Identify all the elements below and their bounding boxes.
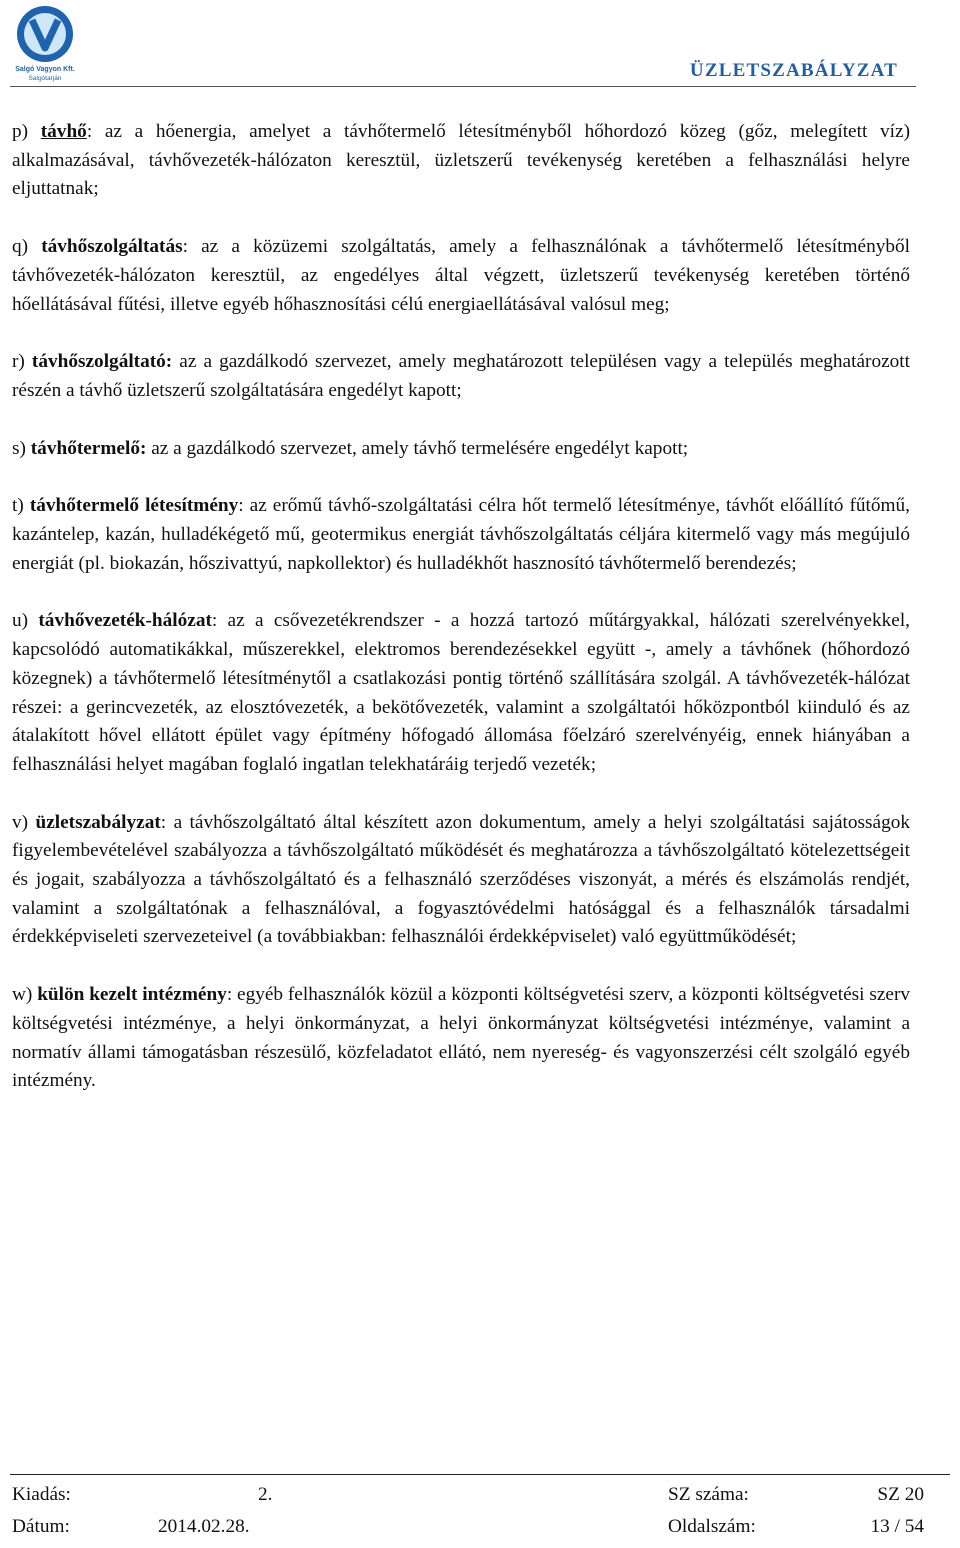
definition-letter: p)	[12, 121, 29, 142]
definition-text: : az a közüzemi szolgáltatás, amely a felhasználónak a távhőtermelő létesítményből távhővezeték-hálózaton keresztül, az engedélyes által végzett, üzletszerű tevékenység keretében történő hőellátásával fűtési, illetve egyéb hőhasznosítási célú energiaellátásával valósul meg;	[12, 236, 910, 315]
definition-v	[12, 809, 910, 953]
header-divider	[10, 86, 916, 87]
footer-row-date	[12, 1516, 932, 1548]
company-logo	[12, 4, 78, 82]
page-number-label: Oldalszám:	[668, 1516, 756, 1537]
page-footer	[12, 1484, 932, 1548]
definition-term: távhőszolgáltatás	[41, 236, 183, 258]
definition-u	[12, 607, 910, 779]
definition-term: távhő	[40, 121, 87, 142]
definition-letter: v)	[12, 811, 29, 833]
definition-letter: s)	[12, 437, 26, 459]
definition-letter: t)	[12, 495, 24, 517]
definition-p	[12, 118, 910, 204]
definition-text: : az a csővezetékrendszer - a hozzá tartozó műtárgyakkal, hálózati szerelvényekkel, kapcsolódó automatikákkal, műszerekkel, elektromos berendezésekkel együtt -, amely a távhőnek (hőhordozó közegnek) a távhőtermelő létesítménytől a csatlakozási pontig történő szállítására szolgál. A távhővezeték-hálózat részei: a gerincvezeték, az elosztóvezeték, a bekötővezeték, valamint a szolgáltatói hőközpontból kiinduló és az átalakított hővel ellátott épület vagy építmény hőfogadó állomása főelzáró szerelvényéig, ennek hiányában a felhasználási helyet magában foglaló ingatlan telekhatáráig terjedő vezeték;	[12, 610, 910, 775]
page-number-value: 13 / 54	[870, 1516, 924, 1537]
edition-value: 2.	[258, 1484, 273, 1505]
sz-number-label: SZ száma:	[668, 1484, 749, 1505]
footer-divider	[10, 1474, 950, 1475]
definition-s	[12, 435, 910, 464]
definition-term: távhővezeték-hálózat	[38, 610, 212, 632]
definition-term: külön kezelt intézmény	[37, 984, 227, 1006]
logo-text-1: Salgó Vagyon Kft.	[15, 66, 75, 73]
definitions-list	[12, 118, 910, 1125]
definition-term: távhőtermelő létesítmény	[29, 495, 239, 517]
definition-q	[12, 233, 910, 319]
definition-letter: w)	[12, 984, 33, 1006]
footer-row-edition	[12, 1484, 932, 1516]
document-title: ÜZLETSZABÁLYZAT	[689, 60, 898, 81]
definition-letter: q)	[12, 236, 29, 258]
logo-text-2: Salgótarján	[28, 75, 62, 82]
definition-text: : az a hőenergia, amelyet a távhőtermelő létesítményből hőhordozó közeg (gőz, melegített víz) alkalmazásával, távhővezeték-hálózaton keresztül, üzletszerű tevékenység keretében a felhasználási helyre eljuttatnak;	[12, 121, 910, 200]
definition-w	[12, 981, 910, 1096]
definition-text: : az erőmű távhő-szolgáltatási célra hőt termelő létesítménye, távhőt előállító fűtőmű, kazántelep, kazán, hulladékégető mű, geotermikus energiát távhőszolgáltatás céljára kitermelő vagy más megújuló energiát (pl. biokazán, hőszivattyú, napkollektor) és hulladékhőt hasznosító távhőtermelő berendezés;	[12, 495, 911, 574]
edition-label: Kiadás:	[12, 1484, 71, 1505]
definition-t	[12, 492, 910, 578]
definition-term: üzletszabályzat	[35, 811, 161, 833]
page-header	[0, 0, 960, 88]
date-value: 2014.02.28.	[158, 1516, 250, 1537]
definition-letter: r)	[12, 351, 25, 373]
definition-r	[12, 348, 910, 405]
definition-text: : egyéb felhasználók közül a központi költségvetési szerv, a központi költségvetési szerv költségvetési intézménye, a helyi önkormányzat, a helyi önkormányzat költségvetési intézménye, valamint a normatív állami támogatásban részesülő, közfeladatot ellátó, nem nyereség- és vagyonszerzési célt szolgáló egyéb intézmény.	[12, 984, 910, 1092]
sz-number-value: SZ 20	[877, 1484, 924, 1505]
definition-term: távhőszolgáltató:	[31, 351, 173, 373]
definition-text: : a távhőszolgáltató által készített azon dokumentum, amely a helyi szolgáltatási sajátosságok figyelembevételével szabályozza a távhőszolgáltató működését és meghatározza a távhőszolgáltató kötelezettségeit és jogait, szabályozza a távhőszolgáltató és a felhasználó szerződéses viszonyát, a mérés és elszámolás rendjét, valamint a szolgáltatónak a felhasználóval, a fogyasztóvédelmi hatósággal és a felhasználók társadalmi érdekképviseleti szervezeteivel (a továbbiakban: felhasználói érdekképviselet) való együttműködését;	[12, 811, 910, 948]
definition-text: az a gazdálkodó szervezet, amely meghatározott településen vagy a település meghatározott részén a távhő üzletszerű szolgáltatására engedélyt kapott;	[12, 351, 911, 401]
definition-letter: u)	[12, 610, 29, 632]
definition-text: az a gazdálkodó szervezet, amely távhő termelésére engedélyt kapott;	[146, 437, 689, 459]
definition-term: távhőtermelő:	[30, 437, 147, 459]
date-label: Dátum:	[12, 1516, 70, 1537]
